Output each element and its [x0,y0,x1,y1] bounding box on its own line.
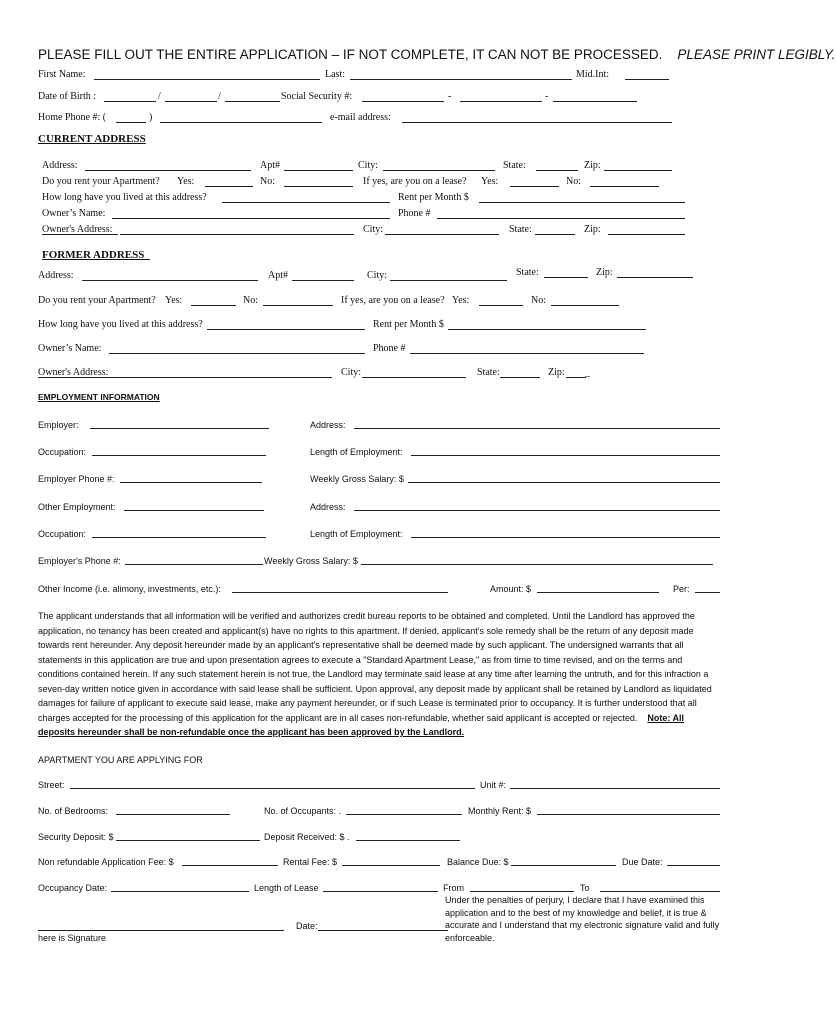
fmr-address-label: Address: [38,270,74,281]
employer-address-label: Address: [310,420,346,430]
cur-city-label: City: [358,160,379,171]
occupants-field[interactable] [346,814,462,815]
ssn-label: Social Security #: [281,91,353,102]
fmr-lease-no-field[interactable] [551,305,619,306]
other-occupation-label: Occupation: [38,529,87,539]
other-length-of-employment-label: Length of Employment: [310,529,403,539]
cur-rent-yes-field[interactable] [205,186,253,187]
cur-how-long-field[interactable] [222,202,390,203]
employer-field[interactable] [90,428,269,429]
occupants-label: No. of Occupants: . [264,806,342,816]
other-income-label: Other Income (i.e. alimony, investments, etc.): [38,584,221,594]
length-of-lease-field[interactable] [323,891,438,892]
per-label: Per: [673,584,690,594]
fmr-owner-city-field[interactable] [362,377,466,378]
cur-owner-city-field[interactable] [385,234,499,235]
fmr-owner-state-label: State: [477,367,500,378]
form-title [38,47,836,63]
fmr-rent-yes-label: Yes: [165,295,183,306]
ssn-dash-2: - [545,91,549,102]
home-phone-paren: ) [149,112,153,123]
fmr-how-long-field[interactable] [207,329,365,330]
cur-rent-yes-label: Yes: [177,176,195,187]
cur-apt-label: Apt# [260,160,280,171]
former-address-heading-text: FORMER ADDRESS [42,249,145,261]
application-fee-field[interactable] [182,865,278,866]
cur-zip-label: Zip: [584,160,601,171]
cur-address-field[interactable] [85,170,251,171]
fmr-owner-zip-field[interactable] [566,377,586,378]
bedrooms-label: No. of Bedrooms: [38,806,109,816]
cur-lease-yes-label: Yes: [481,176,499,187]
apartment-heading: APARTMENT YOU ARE APPLYING FOR [38,755,203,765]
occupancy-date-label: Occupancy Date: [38,883,108,893]
fmr-owner-name-label: Owner’s Name: [38,343,102,354]
cur-owner-phone-label: Phone # [398,208,431,219]
dob-slash-1: / [158,91,161,102]
cur-state-label: State: [503,160,526,171]
last-name-label: Last: [325,69,345,80]
cur-owner-phone-field[interactable] [437,218,685,219]
cur-owner-zip-field[interactable] [608,234,685,235]
cur-lease-question: If yes, are you on a lease? [363,176,467,187]
signature-field[interactable] [38,930,284,931]
fmr-state-label: State: [516,267,539,278]
home-phone-label: Home Phone #: ( [38,112,107,123]
fmr-lease-yes-label: Yes: [452,295,470,306]
form-title-print-legibly: PLEASE PRINT LEGIBLY. [677,47,836,62]
other-occupation-field[interactable] [92,537,266,538]
occupation-field[interactable] [92,455,266,456]
fmr-owner-address-field[interactable] [112,377,332,378]
email-field[interactable] [402,122,672,123]
fmr-rent-yes-field[interactable] [191,305,236,306]
per-field[interactable] [695,592,720,593]
deposit-received-label: Deposit Received: $ . [264,832,350,842]
agreement-body: The applicant understands that all information will be verified and authorizes credit bureau reports to be obtained and completed. Until the Landlord has approved the application, no tenancy has been created and applicant(s) have no rights to this apartment. If denied, applicant's sole remedy shall be the return of any deposit made towards rent hereunder. Any deposit hereunder made by an applicant's representative shall be deemed made by such applicant. The undersigned warrants that all statements in this application are true and upon presentation agrees to execute a "Standard Apartment Lease," as from time to time revised, and on the terms and conditions contained herein. If any such statement herein is not true, the Landlord may terminate said lease at any time after learning the untruth, and for this infraction a seven-day written notice given in accordance with said lease shall be sufficient. Upon approval, any deposit made by applicant shall be retained by Landlord as liquidated damages for failure of applicant to execute said lease, make any payment hereunder, or if such Lease is terminated prior to occupancy. It is further understood that all charges accepted for the processing of this application for the applicant are in all cases non-refundable, whether said applicant is accepted or rejected. [38,611,712,723]
dob-slash-2: / [218,91,221,102]
form-title-main: PLEASE FILL OUT THE ENTIRE APPLICATION – IF NOT COMPLETE, IT CAN NOT BE PROCESSED. [38,47,663,62]
cur-rent-question: Do you rent your Apartment? [42,176,160,187]
fmr-rent-no-label: No: [243,295,258,306]
street-field[interactable] [70,788,475,789]
fmr-owner-address-underline [38,377,112,378]
fmr-owner-phone-field[interactable] [410,353,644,354]
fmr-owner-name-field[interactable] [109,353,365,354]
fmr-owner-address-label: Owner's Address: [38,367,109,378]
dob-label: Date of Birth : [38,91,97,102]
street-label: Street: [38,780,65,790]
other-employer-address-field[interactable] [354,510,720,511]
cur-owner-name-field[interactable] [112,218,390,219]
agreement-note: Note: All deposits hereunder shall be non-refundable once the applicant has been approved by the Landlord. [38,712,685,737]
fmr-lease-no-label: No: [531,295,546,306]
fmr-address-field[interactable] [82,280,258,281]
occupation-label: Occupation: [38,447,87,457]
fmr-zip-field[interactable] [617,277,693,278]
first-name-label: First Name: [38,69,86,80]
ssn-dash-1: - [448,91,452,102]
home-phone-number-field[interactable] [160,122,322,123]
cur-rent-no-field[interactable] [284,186,353,187]
other-employer-address-label: Address: [310,502,346,512]
fmr-owner-zip-tail: _ [585,367,590,378]
employer-label: Employer: [38,420,79,430]
weekly-salary-label: Weekly Gross Salary: $ [310,474,404,484]
cur-address-label: Address: [42,160,78,171]
employer-address-field[interactable] [354,428,720,429]
cur-rent-no-label: No: [260,176,275,187]
signature-date-label: Date: [296,921,318,931]
ssn-part-2-field[interactable] [460,101,542,102]
monthly-rent-label: Monthly Rent: $ [468,806,532,816]
lease-from-label: From [443,883,464,893]
security-deposit-label: Security Deposit: $ [38,832,114,842]
fmr-rent-per-month-label: Rent per Month $ [373,319,444,330]
employment-heading: EMPLOYMENT INFORMATION [38,392,160,402]
cur-owner-state-field[interactable] [535,234,575,235]
dob-month-field[interactable] [104,101,156,102]
weekly-salary-field[interactable] [408,482,720,483]
fmr-city-label: City: [367,270,388,281]
cur-owner-address-label: Owner's Address: [42,224,113,235]
other-weekly-salary-label: Weekly Gross Salary: $ [264,556,358,566]
other-income-field[interactable] [232,592,448,593]
dob-day-field[interactable] [165,101,217,102]
amount-field[interactable] [537,592,659,593]
mid-int-field[interactable] [625,79,669,80]
fmr-lease-yes-field[interactable] [479,305,523,306]
fmr-city-field[interactable] [390,280,507,281]
other-weekly-salary-field[interactable] [361,564,713,565]
dob-year-field[interactable] [225,101,280,102]
application-fee-label: Non refundable Application Fee: $ [38,857,174,867]
cur-lease-no-field[interactable] [590,186,659,187]
cur-rent-per-month-field[interactable] [479,202,685,203]
fmr-owner-phone-label: Phone # [373,343,406,354]
fmr-owner-zip-label: Zip: [548,367,565,378]
rental-fee-label: Rental Fee: $ [283,857,338,867]
security-deposit-field[interactable] [116,840,260,841]
due-date-field[interactable] [667,865,720,866]
last-name-field[interactable] [350,79,572,80]
email-label: e-mail address: [330,112,391,123]
cur-owner-zip-label: Zip: [584,224,601,235]
lease-to-field[interactable] [600,891,720,892]
fmr-zip-label: Zip: [596,267,613,278]
length-of-employment-label: Length of Employment: [310,447,403,457]
balance-due-field[interactable] [511,865,616,866]
balance-due-label: Balance Due: $ [447,857,509,867]
lease-to-label: To [580,883,590,893]
fmr-rent-per-month-field[interactable] [448,329,646,330]
length-of-lease-label: Length of Lease [254,883,319,893]
other-employer-phone-field[interactable] [125,564,263,565]
other-employment-field[interactable] [124,510,264,511]
perjury-declaration: Under the penalties of perjury, I declare that I have examined this application and to the best of my knowledge and belief, it is true & accurate and I understand that my electronic signature valid and fully enforceable. [445,895,720,943]
cur-state-field[interactable] [536,170,578,171]
deposit-received-field[interactable] [356,840,460,841]
ssn-part-3-field[interactable] [553,101,637,102]
length-of-employment-field[interactable] [411,455,720,456]
cur-owner-address-field[interactable] [120,234,354,235]
fmr-apt-field[interactable] [292,280,354,281]
other-employment-label: Other Employment: [38,502,116,512]
occupancy-date-field[interactable] [111,891,249,892]
unit-label: Unit #: [480,780,507,790]
fmr-rent-no-field[interactable] [263,305,333,306]
cur-owner-city-label: City: [363,224,384,235]
rental-fee-field[interactable] [342,865,440,866]
first-name-field[interactable] [94,79,320,80]
cur-owner-name-label: Owner’s Name: [42,208,106,219]
other-length-of-employment-field[interactable] [411,537,720,538]
cur-rent-per-month-label: Rent per Month $ [398,192,469,203]
employer-phone-label: Employer Phone #: [38,474,115,484]
amount-label: Amount: $ [490,584,532,594]
mid-int-label: Mid.Int: [576,69,610,80]
home-phone-area-field[interactable] [116,122,146,123]
fmr-owner-city-label: City: [341,367,362,378]
employer-phone-field[interactable] [120,482,262,483]
fmr-lease-question: If yes, are you on a lease? [341,295,445,306]
ssn-part-1-field[interactable] [362,101,444,102]
fmr-apt-label: Apt# [268,270,288,281]
cur-zip-field[interactable] [604,170,672,171]
lease-from-field[interactable] [470,891,574,892]
unit-field[interactable] [510,788,720,789]
fmr-how-long-label: How long have you lived at this address? [38,319,203,330]
due-date-label: Due Date: [622,857,663,867]
current-address-heading: CURRENT ADDRESS [38,133,146,145]
cur-how-long-label: How long have you lived at this address? [42,192,207,203]
cur-apt-field[interactable] [284,170,353,171]
agreement-paragraph [38,609,723,740]
former-address-heading [42,249,150,261]
signature-caption: here is Signature [38,933,107,943]
cur-owner-state-label: State: [509,224,532,235]
cur-city-field[interactable] [383,170,495,171]
fmr-owner-state-field[interactable] [500,377,540,378]
signature-date-field[interactable] [318,930,448,931]
fmr-state-field[interactable] [544,277,588,278]
other-employer-phone-label: Employer's Phone #: [38,556,121,566]
bedrooms-field[interactable] [116,814,230,815]
monthly-rent-field[interactable] [537,814,720,815]
cur-owner-address-underline [42,234,118,235]
cur-lease-no-label: No: [566,176,581,187]
cur-lease-yes-field[interactable] [510,186,559,187]
fmr-rent-question: Do you rent your Apartment? [38,295,156,306]
